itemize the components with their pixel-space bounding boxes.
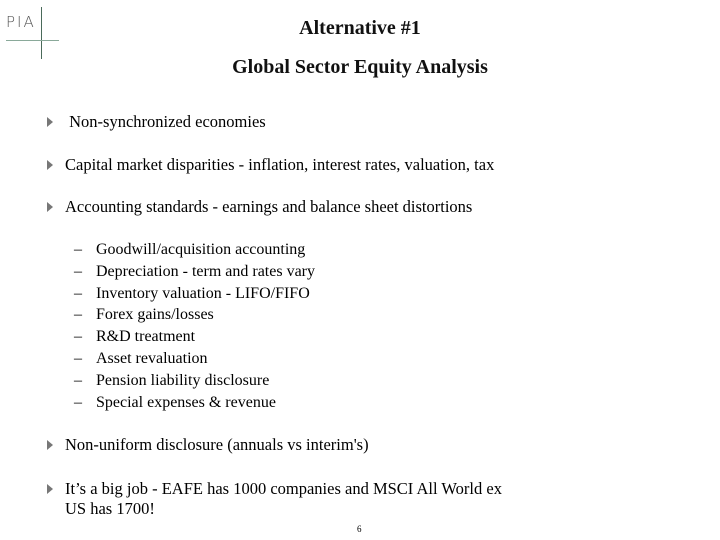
sub-list	[74, 239, 315, 413]
sub-item	[74, 370, 315, 392]
sub-text: Inventory valuation - LIFO/FIFO	[96, 284, 310, 302]
dash: –	[74, 262, 82, 280]
bullet-item	[47, 479, 527, 519]
sub-item	[74, 304, 315, 326]
dash: –	[74, 349, 82, 367]
logo-divider-horizontal	[6, 40, 59, 41]
slide-subtitle: Global Sector Equity Analysis	[232, 56, 488, 78]
sub-item	[74, 261, 315, 283]
sub-text: Depreciation - term and rates vary	[96, 262, 316, 280]
bullet-item	[47, 112, 266, 132]
bullet-arrow-icon	[47, 484, 53, 494]
sub-text: Special expenses & revenue	[96, 393, 276, 411]
bullet-text: Non-synchronized economies	[65, 112, 266, 131]
sub-text: Goodwill/acquisition accounting	[96, 241, 306, 258]
dash: –	[74, 306, 82, 324]
bullet-item	[47, 435, 369, 455]
dash: –	[74, 393, 82, 411]
logo: PIA	[6, 13, 36, 31]
page-number: 6	[357, 524, 362, 534]
bullet-text: Capital market disparities - inflation, interest rates, valuation, tax	[65, 155, 495, 174]
bullet-arrow-icon	[47, 202, 53, 212]
sub-text: Pension liability disclosure	[96, 371, 270, 389]
sub-item	[74, 239, 315, 261]
bullet-text: Accounting standards - earnings and balance sheet distortions	[65, 197, 473, 216]
sub-text: Forex gains/losses	[96, 306, 214, 324]
sub-item	[74, 283, 315, 305]
sub-item	[74, 392, 315, 414]
dash: –	[74, 241, 82, 258]
dash: –	[74, 371, 82, 389]
bullet-arrow-icon	[47, 160, 53, 170]
sub-item	[74, 326, 315, 348]
slide-title: Alternative #1	[299, 17, 421, 39]
bullet-text: It’s a big job - EAFE has 1000 companies and MSCI All World ex US has 1700!	[65, 479, 502, 518]
bullet-arrow-icon	[47, 117, 53, 127]
bullet-text: Non-uniform disclosure (annuals vs interim's)	[65, 435, 369, 454]
sub-item	[74, 348, 315, 370]
bullet-item	[47, 155, 494, 175]
sub-text: R&D treatment	[96, 328, 196, 346]
dash: –	[74, 284, 82, 302]
sub-text: Asset revaluation	[96, 349, 208, 367]
dash: –	[74, 328, 82, 346]
bullet-item	[47, 197, 472, 217]
bullet-arrow-icon	[47, 440, 53, 450]
